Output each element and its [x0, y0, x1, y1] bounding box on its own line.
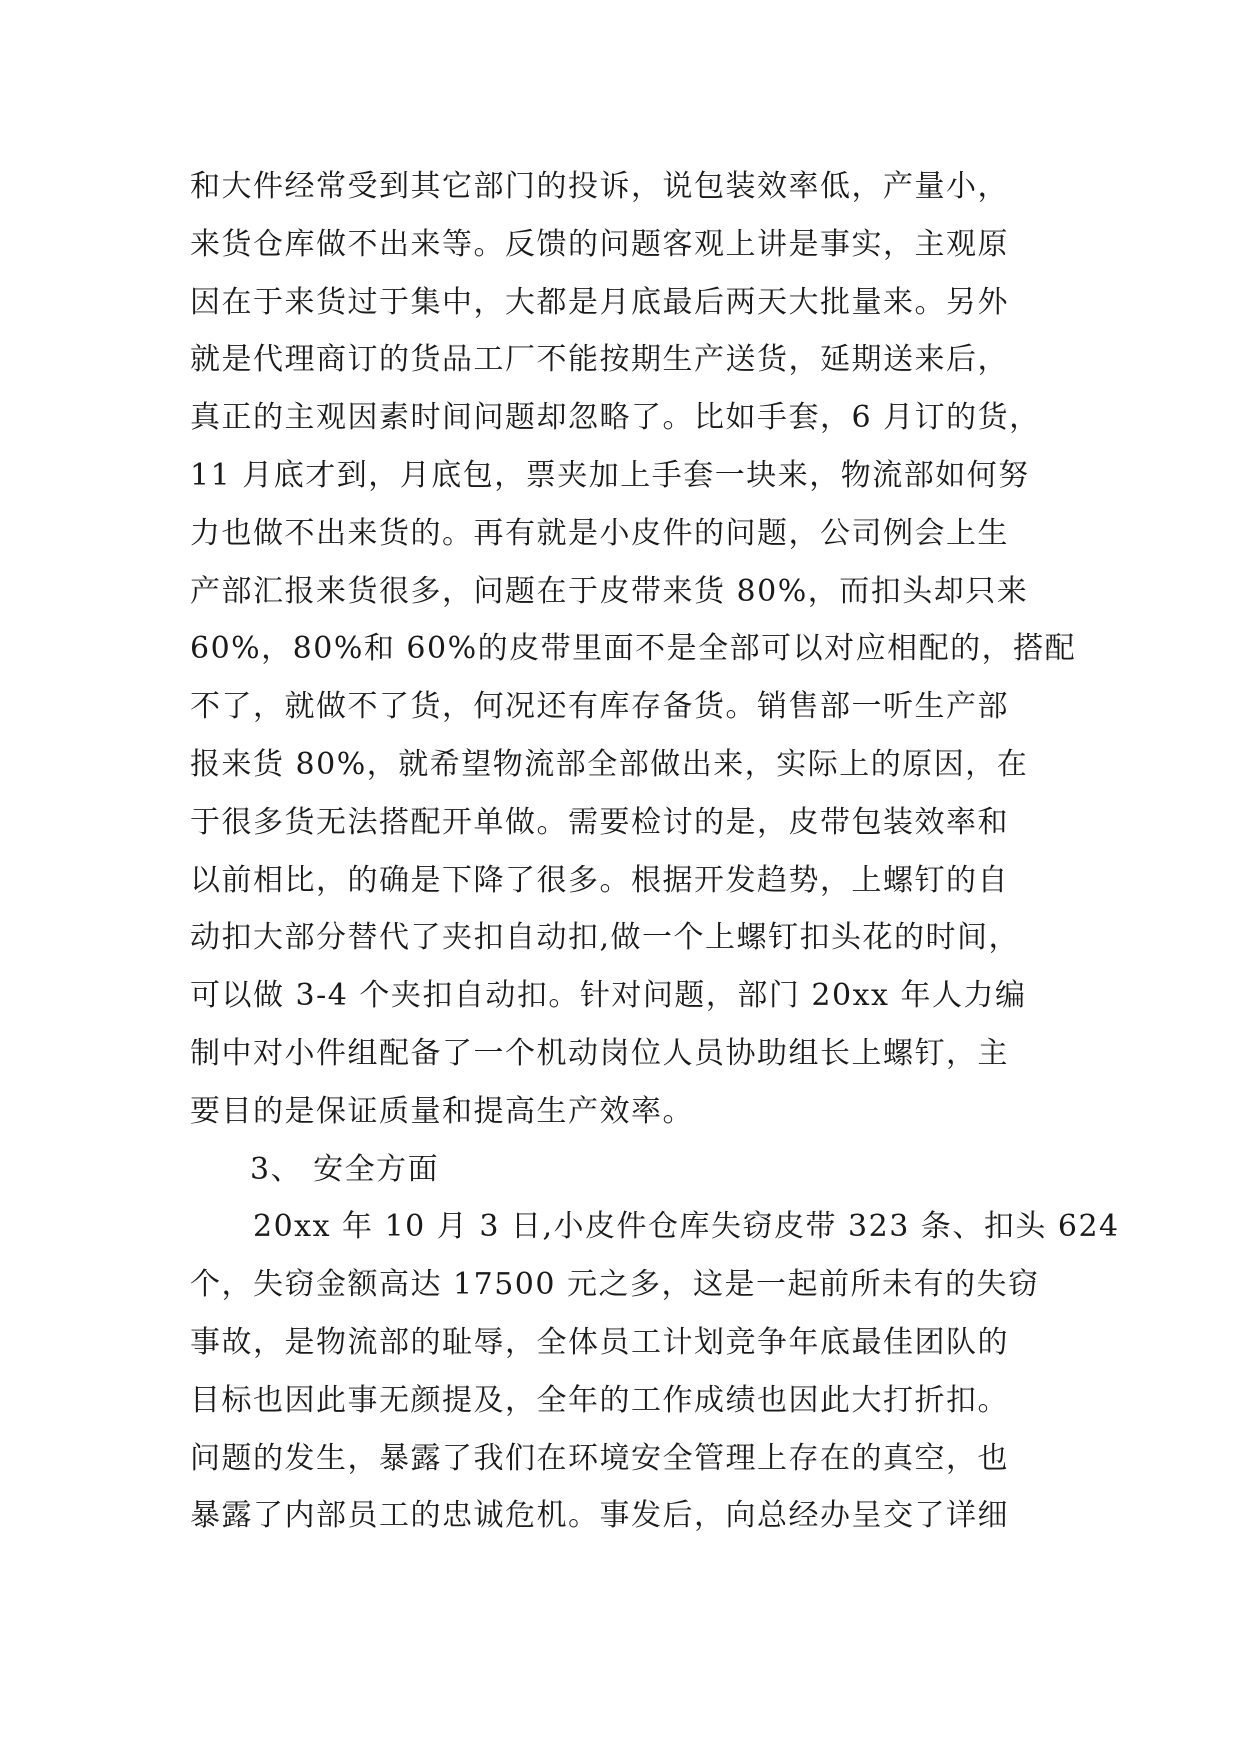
text-line: 真正的主观因素时间问题却忽略了。比如手套，6 月订的货，	[190, 400, 1041, 436]
text-line: 制中对小件组配备了一个机动岗位人员协助组长上螺钉，主	[190, 1035, 1009, 1071]
text-line: 力也做不出来货的。再有就是小皮件的问题，公司例会上生	[190, 515, 1009, 551]
body-text	[190, 158, 1120, 1545]
text-line: 要目的是保证质量和提高生产效率。	[190, 1093, 694, 1129]
text-line: 事故，是物流部的耻辱，全体员工计划竞争年底最佳团队的	[190, 1324, 1009, 1360]
text-line: 报来货 80%，就希望物流部全部做出来，实际上的原因，在	[190, 746, 1029, 782]
text-line: 个，失窃金额高达 17500 元之多，这是一起前所未有的失窃	[190, 1267, 1040, 1303]
text-line: 因在于来货过于集中，大都是月底最后两天大批量来。另外	[190, 284, 1009, 320]
text-line: 以前相比，的确是下降了很多。根据开发趋势，上螺钉的自	[190, 862, 1009, 898]
text-line: 60%，80%和 60%的皮带里面不是全部可以对应相配的，搭配	[190, 631, 1077, 667]
text-line: 于很多货无法搭配开单做。需要检讨的是，皮带包装效率和	[190, 804, 1009, 840]
text-line: 暴露了内部员工的忠诚危机。事发后，向总经办呈交了详细	[190, 1498, 1009, 1534]
paragraph-first-line: 20xx 年 10 月 3 日,小皮件仓库失窃皮带 323 条、扣头 624	[253, 1209, 1120, 1245]
text-line: 产部汇报来货很多，问题在于皮带来货 80%，而扣头却只来	[190, 573, 1029, 609]
section-heading: 3、 安全方面	[250, 1151, 440, 1187]
text-line: 可以做 3-4 个夹扣自动扣。针对问题，部门 20xx 年人力编	[190, 978, 1027, 1014]
text-line: 目标也因此事无颜提及，全年的工作成绩也因此大打折扣。	[190, 1382, 1009, 1418]
text-line: 和大件经常受到其它部门的投诉，说包装效率低，产量小，	[190, 169, 1009, 204]
text-line: 动扣大部分替代了夹扣自动扣,做一个上螺钉扣头花的时间，	[190, 920, 1021, 956]
text-line: 就是代理商订的货品工厂不能按期生产送货，延期送来后，	[190, 342, 1009, 378]
text-line: 不了，就做不了货，何况还有库存备货。销售部一听生产部	[190, 689, 1009, 725]
text-line: 问题的发生，暴露了我们在环境安全管理上存在的真空，也	[190, 1440, 1009, 1476]
text-line: 来货仓库做不出来等。反馈的问题客观上讲是事实，主观原	[190, 226, 1009, 262]
text-line: 11 月底才到，月底包，票夹加上手套一块来，物流部如何努	[190, 457, 1030, 493]
